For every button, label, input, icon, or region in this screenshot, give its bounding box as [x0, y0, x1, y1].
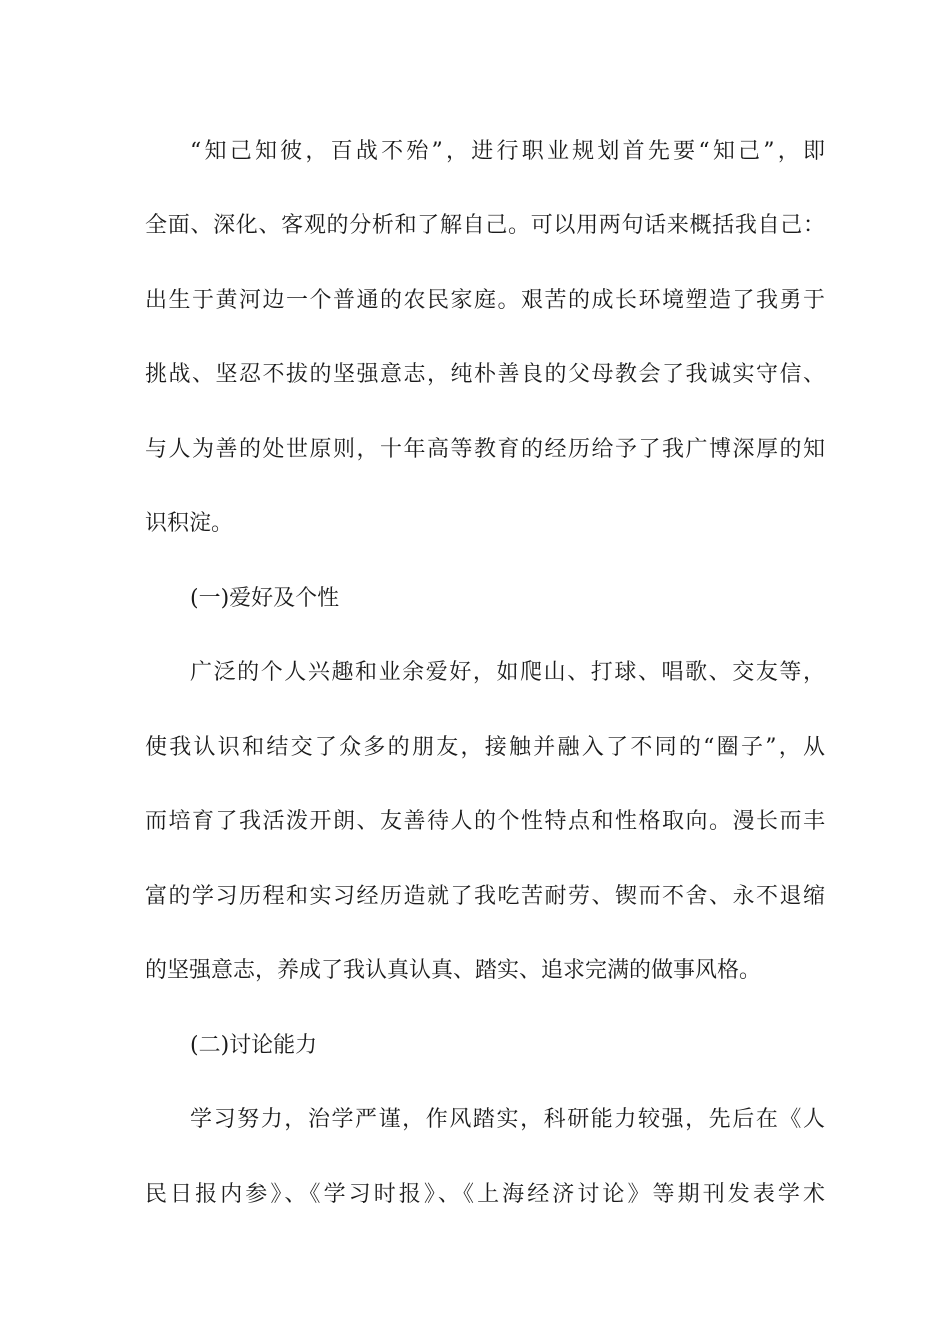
paragraph-1-line-1: “知己知彼，百战不殆”，进行职业规划首先要“知己”，即 [190, 139, 825, 164]
paragraph-2-line-2: 使我认识和结交了众多的朋友，接触并融入了不同的“圈子”，从 [145, 735, 825, 760]
paragraph-1-line-4: 挑战、坚忍不拔的坚强意志，纯朴善良的父母教会了我诚实守信、 [145, 362, 825, 387]
paragraph-3-line-2: 民日报内参》、《学习时报》、《上海经济讨论》等期刊发表学术 [145, 1182, 825, 1207]
paragraph-2-line-3: 而培育了我活泼开朗、友善待人的个性特点和性格取向。漫长而丰 [145, 809, 825, 834]
paragraph-3-line-1: 学习努力，治学严谨，作风踏实，科研能力较强，先后在《人 [190, 1107, 825, 1132]
paragraph-2-line-1: 广泛的个人兴趣和业余爱好，如爬山、打球、唱歌、交友等， [190, 660, 825, 685]
paragraph-2-line-5: 的坚强意志，养成了我认真认真、踏实、追求完满的做事风格。 [145, 958, 762, 983]
paragraph-1-line-3: 出生于黄河边一个普通的农民家庭。艰苦的成长环境塑造了我勇于 [145, 288, 825, 313]
paragraph-2-line-4: 富的学习历程和实习经历造就了我吃苦耐劳、锲而不舍、永不退缩 [145, 884, 825, 909]
section-heading-hobbies: (一)爱好及个性 [190, 586, 340, 611]
section-heading-research: (二)讨论能力 [190, 1033, 318, 1058]
paragraph-1-line-2: 全面、深化、客观的分析和了解自己。可以用两句话来概括我自己： [145, 213, 825, 238]
paragraph-1-line-5: 与人为善的处世原则，十年高等教育的经历给予了我广博深厚的知 [145, 437, 825, 462]
paragraph-1-line-6: 识积淀。 [145, 511, 234, 536]
